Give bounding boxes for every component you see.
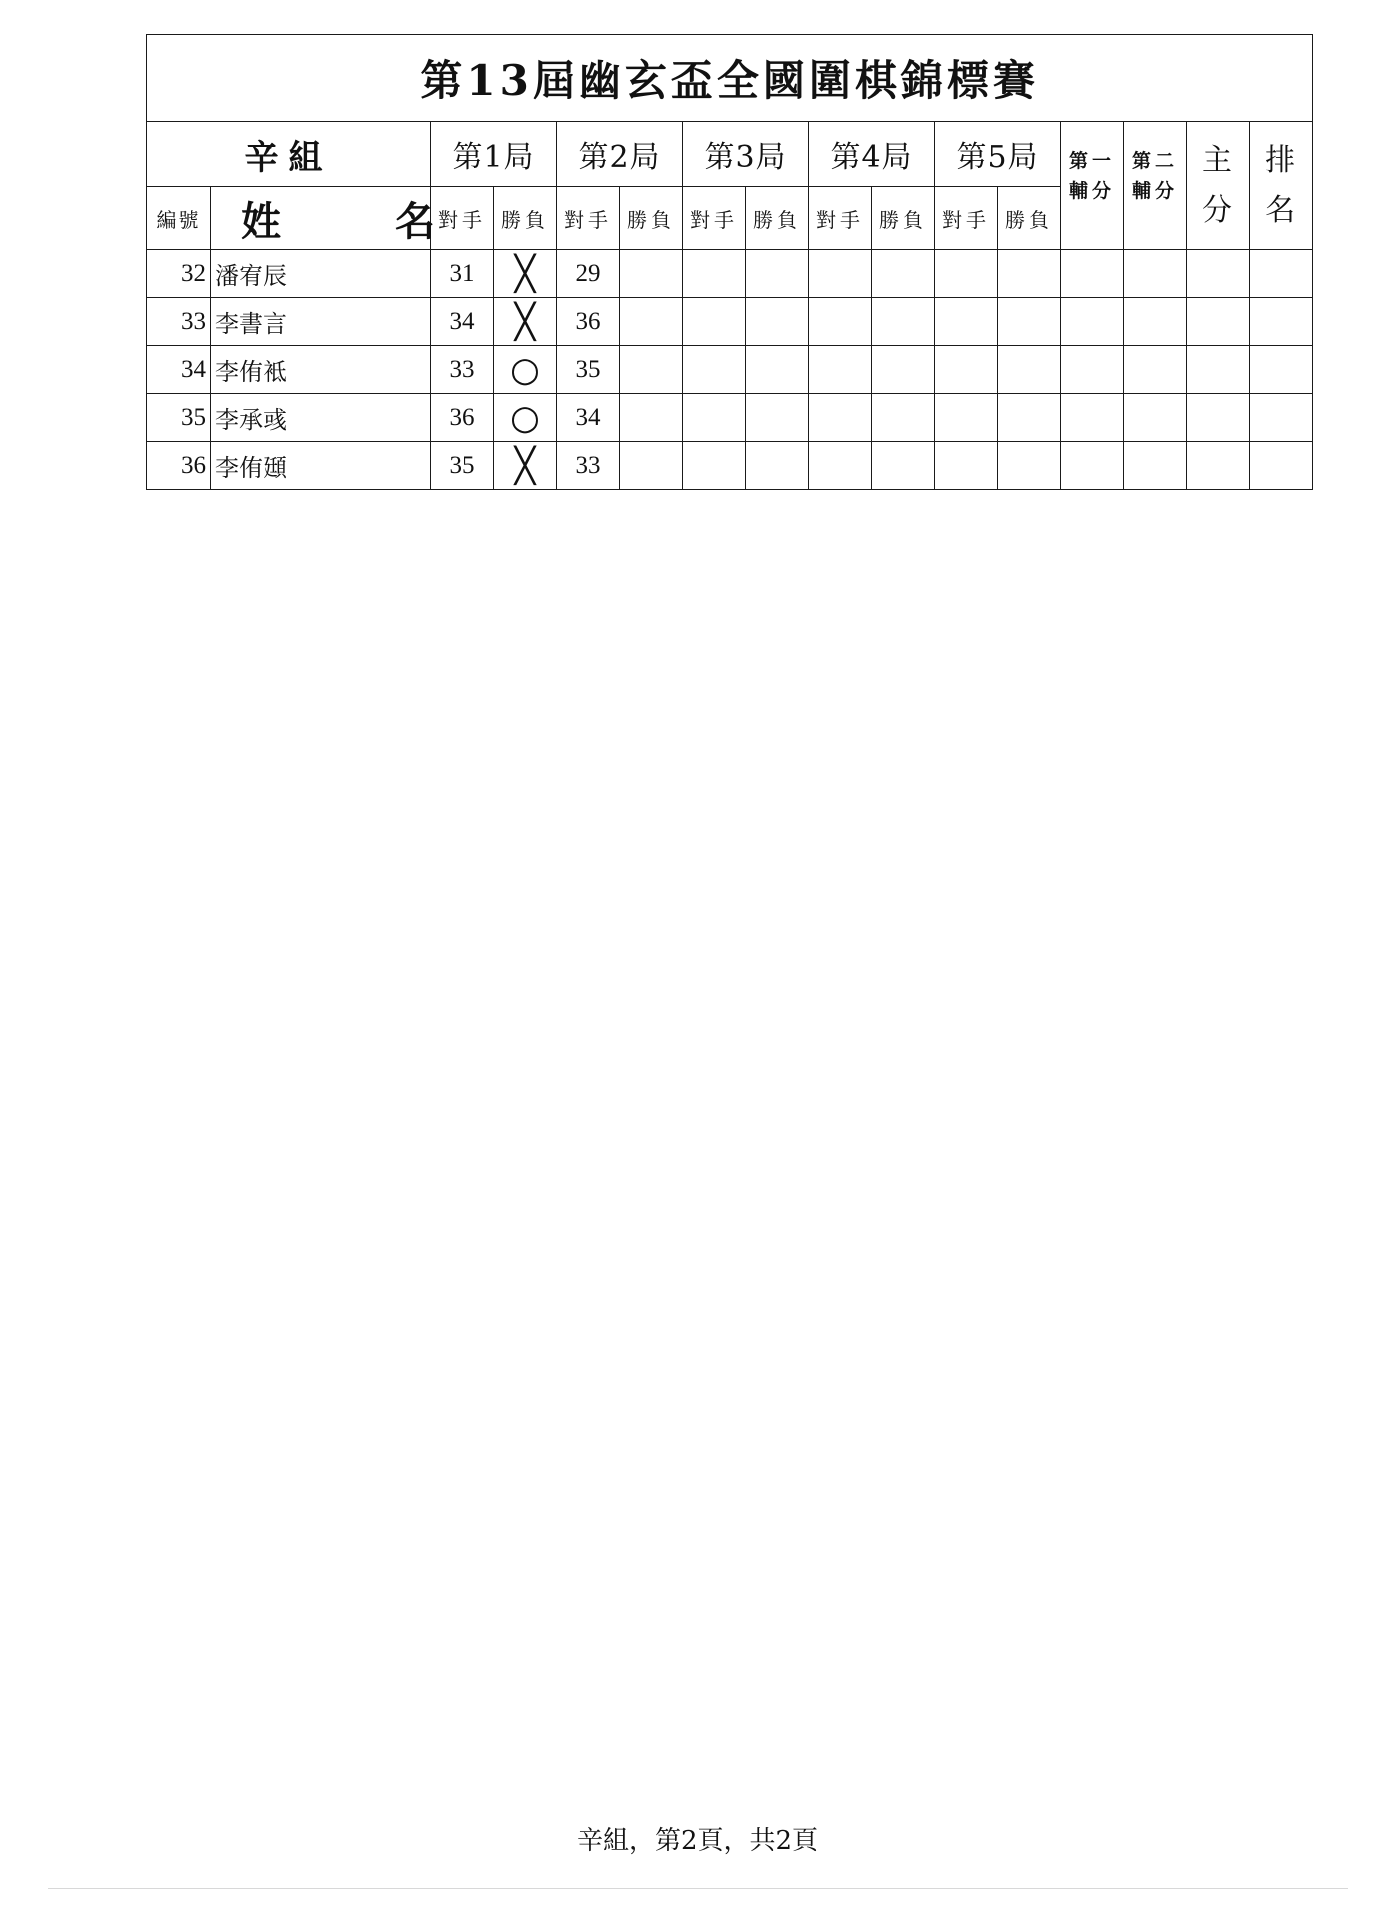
round-2-opponent: 34: [557, 394, 620, 442]
aux-score-2: [1124, 442, 1187, 490]
round-2-opponent: 35: [557, 346, 620, 394]
round-3-opponent: [683, 250, 746, 298]
round-2-result: [620, 346, 683, 394]
main-score-header: 主分: [1187, 122, 1250, 250]
round-1-opponent: 35: [431, 442, 494, 490]
round-2-result-header: 勝負: [620, 187, 683, 250]
aux-score-2-header: [1124, 122, 1187, 250]
round-4-opponent: [809, 346, 872, 394]
round-2-opponent: 33: [557, 442, 620, 490]
player-number: 36: [147, 442, 211, 490]
player-row: [147, 250, 1313, 298]
round-3-opponent: [683, 442, 746, 490]
player-row: [147, 346, 1313, 394]
player-row: [147, 442, 1313, 490]
round-1-opponent: 36: [431, 394, 494, 442]
aux-score-1: [1061, 298, 1124, 346]
round-5-opponent: [935, 250, 998, 298]
main-score: [1187, 298, 1250, 346]
round-3-header: 第3局: [683, 122, 809, 187]
player-number: 34: [147, 346, 211, 394]
rank: [1250, 250, 1313, 298]
round-2-opponent: 29: [557, 250, 620, 298]
round-5-result: [998, 346, 1061, 394]
round-3-opponent: [683, 346, 746, 394]
round-5-opponent: [935, 298, 998, 346]
aux-score-2-top: 第二: [1131, 150, 1178, 172]
round-1-opponent: 34: [431, 298, 494, 346]
round-5-header: 第5局: [935, 122, 1061, 187]
round-1-result-header: 勝負: [494, 187, 557, 250]
rank: [1250, 346, 1313, 394]
player-name: 李承彧: [211, 394, 431, 442]
rank-header: 排名: [1250, 122, 1313, 250]
main-score: [1187, 250, 1250, 298]
round-5-opponent: [935, 394, 998, 442]
main-score: [1187, 346, 1250, 394]
round-header-row: [147, 122, 1313, 187]
main-score: [1187, 442, 1250, 490]
page-bottom-rule: [48, 1888, 1348, 1889]
round-4-header: 第4局: [809, 122, 935, 187]
round-3-opponent: [683, 394, 746, 442]
round-1-result: ○: [494, 394, 557, 442]
page-footer: 辛組，第2頁，共2頁: [576, 1826, 819, 1856]
aux-score-2: [1124, 346, 1187, 394]
player-row: [147, 394, 1313, 442]
round-4-opponent-header: 對手: [809, 187, 872, 250]
round-4-result: [872, 442, 935, 490]
round-5-result: [998, 298, 1061, 346]
results-sheet: [146, 34, 1310, 500]
round-1-result: ╳: [494, 298, 557, 346]
player-name: 李書言: [211, 298, 431, 346]
round-3-opponent-header: 對手: [683, 187, 746, 250]
round-4-opponent: [809, 298, 872, 346]
player-row: [147, 298, 1313, 346]
round-2-opponent: 36: [557, 298, 620, 346]
main-score: [1187, 394, 1250, 442]
aux-score-1: [1061, 346, 1124, 394]
player-name: 李侑袛: [211, 346, 431, 394]
round-4-result: [872, 250, 935, 298]
name-header-second: 名: [395, 197, 439, 245]
round-3-opponent: [683, 298, 746, 346]
round-3-result: [746, 298, 809, 346]
rank: [1250, 394, 1313, 442]
round-5-result: [998, 442, 1061, 490]
results-table: [146, 34, 1313, 490]
aux-score-1-bottom: 輔分: [1068, 180, 1115, 202]
aux-score-1-header: [1061, 122, 1124, 250]
round-4-opponent: [809, 442, 872, 490]
round-5-result: [998, 394, 1061, 442]
player-name: 潘宥辰: [211, 250, 431, 298]
round-1-opponent-header: 對手: [431, 187, 494, 250]
number-header: 編號: [147, 187, 211, 250]
player-number: 35: [147, 394, 211, 442]
round-1-result: ○: [494, 346, 557, 394]
rank: [1250, 442, 1313, 490]
round-4-result: [872, 298, 935, 346]
round-2-header: 第2局: [557, 122, 683, 187]
group-label: 辛組: [147, 122, 431, 187]
round-5-opponent: [935, 346, 998, 394]
round-2-opponent-header: 對手: [557, 187, 620, 250]
title-row: [147, 35, 1313, 122]
aux-score-1: [1061, 442, 1124, 490]
player-rows: [147, 250, 1313, 490]
aux-score-1: [1061, 250, 1124, 298]
aux-score-2: [1124, 394, 1187, 442]
round-5-opponent-header: 對手: [935, 187, 998, 250]
round-3-result-header: 勝負: [746, 187, 809, 250]
round-2-result: [620, 298, 683, 346]
round-1-result: ╳: [494, 250, 557, 298]
round-2-result: [620, 250, 683, 298]
player-number: 32: [147, 250, 211, 298]
aux-score-1: [1061, 394, 1124, 442]
player-name: 李侑頲: [211, 442, 431, 490]
round-5-opponent: [935, 442, 998, 490]
round-1-opponent: 31: [431, 250, 494, 298]
tournament-title: 第13屆幽玄盃全國圍棋錦標賽: [147, 35, 1313, 122]
round-2-result: [620, 442, 683, 490]
round-1-opponent: 33: [431, 346, 494, 394]
aux-score-2: [1124, 298, 1187, 346]
round-4-result-header: 勝負: [872, 187, 935, 250]
name-header-first: 姓: [241, 197, 285, 245]
round-4-opponent: [809, 394, 872, 442]
round-1-result: ╳: [494, 442, 557, 490]
round-3-result: [746, 394, 809, 442]
round-5-result: [998, 250, 1061, 298]
aux-score-1-top: 第一: [1068, 150, 1115, 172]
name-header: [211, 187, 439, 250]
round-4-result: [872, 346, 935, 394]
round-4-opponent: [809, 250, 872, 298]
round-3-result: [746, 346, 809, 394]
aux-score-2: [1124, 250, 1187, 298]
aux-score-2-bottom: 輔分: [1131, 180, 1178, 202]
round-1-header: 第1局: [431, 122, 557, 187]
player-number: 33: [147, 298, 211, 346]
rank: [1250, 298, 1313, 346]
round-3-result: [746, 442, 809, 490]
round-3-result: [746, 250, 809, 298]
round-4-result: [872, 394, 935, 442]
round-2-result: [620, 394, 683, 442]
round-5-result-header: 勝負: [998, 187, 1061, 250]
